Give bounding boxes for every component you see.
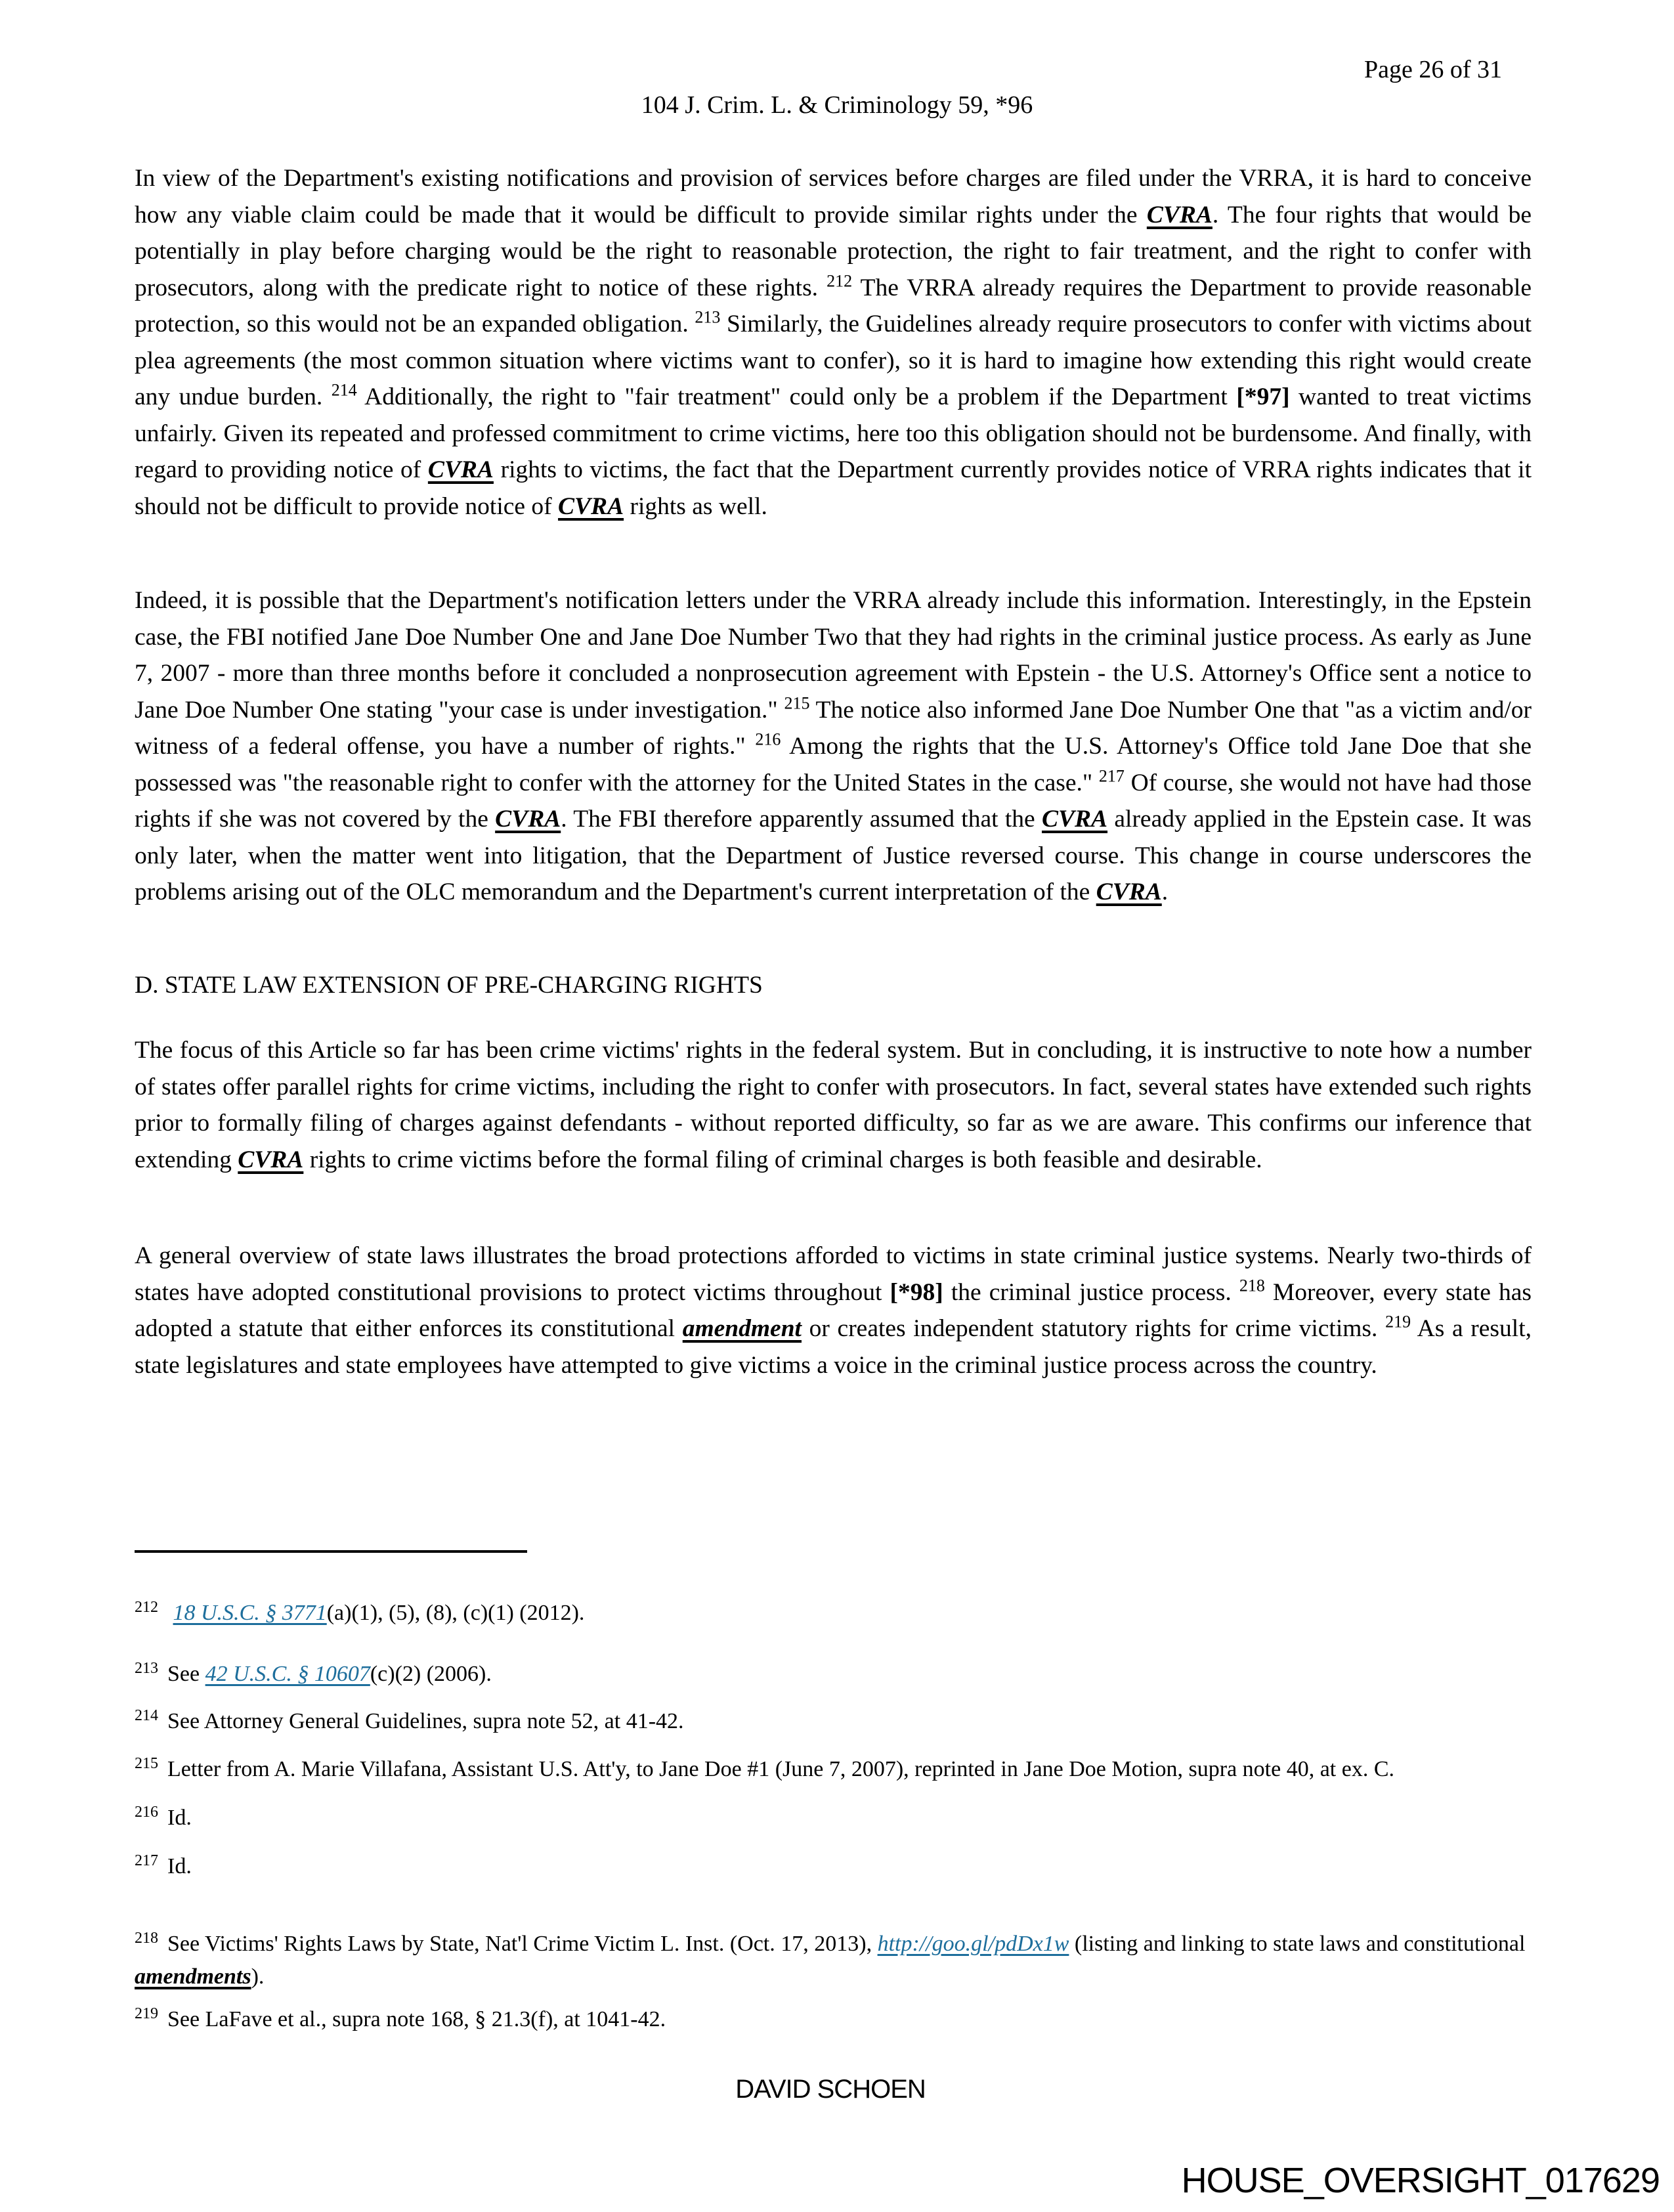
footnote-separator <box>135 1550 527 1553</box>
footnote-ref-217[interactable]: 217 <box>1098 766 1125 785</box>
text: Additionally, the right to "fair treatment" could only be a problem if the Department <box>356 383 1237 410</box>
text: A general overview of state laws illustrates the broad protections afforded to victims in state criminal justice systems. Nearly two-thirds of states have adopted constitutional provisions to protect victims throughout <box>135 1242 1532 1306</box>
text: See LaFave et al., supra note 168, § 21.3(f), at 1041-42. <box>167 2007 666 2031</box>
footnote-ref-213[interactable]: 213 <box>695 307 721 327</box>
footnote-number: 219 <box>135 2005 158 2022</box>
footnote-number: 217 <box>135 1852 158 1869</box>
footnote-ref-215[interactable]: 215 <box>784 693 810 712</box>
statute-link-18-usc-3771[interactable]: 18 U.S.C. § 3771 <box>173 1601 327 1625</box>
text: . <box>1161 878 1169 905</box>
text: (listing and linking to state laws and constitutional <box>1069 1932 1526 1956</box>
footnote-213 <box>135 1658 1532 1691</box>
text: rights as well. <box>624 492 767 520</box>
text: Moreover, every state has adopted a statute that either enforces its constitutional <box>135 1278 1532 1342</box>
text: Id. <box>167 1854 192 1878</box>
text: (a)(1), (5), (8), (c)(1) (2012). <box>326 1601 585 1625</box>
footnote-217 <box>135 1850 1532 1883</box>
text: As a result, state legislatures and state employees have attempted to give victims a voice in the criminal justice process across the country. <box>135 1315 1532 1379</box>
footnote-number: 212 <box>135 1598 158 1616</box>
text: The notice also informed Jane Doe Number One that "as a victim and/or witness of a federal offense, you have a number of rights." <box>135 696 1532 760</box>
cvra-term-link[interactable]: CVRA <box>1041 806 1108 833</box>
text: Id. <box>167 1806 192 1830</box>
text: See Attorney General Guidelines, supra note 52, at 41-42. <box>167 1709 684 1733</box>
url-link[interactable]: http://goo.gl/pdDx1w <box>877 1932 1069 1956</box>
text: rights to crime victims before the formal filing of criminal charges is both feasible and desirable. <box>303 1146 1262 1173</box>
page-pin-98: [*98] <box>890 1278 951 1306</box>
text: Indeed, it is possible that the Department's notification letters under the VRRA already include this information. Interestingly, in the Epstein case, the FBI notified Jane Doe Number One and Jane Doe Number Two that they had rights in the criminal justice process. As early as June 7, 2007 - more than three months before it concluded a nonprosecution agreement with Epstein - the U.S. Attorney's Office sent a notice to Jane Doe Number One stating "your case is under investigation." <box>135 587 1532 724</box>
footnote-218 <box>135 1928 1532 1993</box>
statute-link-42-usc-10607[interactable]: 42 U.S.C. § 10607 <box>205 1662 370 1686</box>
cvra-term-link[interactable]: CVRA <box>1096 878 1162 905</box>
cvra-term-link[interactable]: CVRA <box>427 456 494 483</box>
amendments-term-link[interactable]: amendments <box>135 1964 251 1989</box>
amendment-term-link[interactable]: amendment <box>682 1315 802 1342</box>
text: In view of the Department's existing notifications and provision of services before charges are filed under the VRRA, it is hard to conceive how any viable claim could be made that it would be difficult to provide similar rights under the <box>135 165 1532 228</box>
text: already applied in the Epstein case. It was only later, when the matter went into litigation, that the Department of Justice reversed course. This change in course underscores the problems arising out of the OLC memorandum and the Department's current interpretation of the <box>135 806 1532 905</box>
footnote-ref-216[interactable]: 216 <box>755 729 781 749</box>
text: Similarly, the Guidelines already require prosecutors to confer with victims about plea agreements (the most common situation where victims want to confer), so it is hard to imagine how extending this right would create any undue burden. <box>135 311 1532 410</box>
footnote-ref-212[interactable]: 212 <box>826 271 853 290</box>
footnote-216 <box>135 1802 1532 1834</box>
text: wanted to treat victims unfairly. Given its repeated and professed commitment to crime victims, here too this obligation should not be burdensome. And finally, with regard to providing notice of <box>135 383 1532 483</box>
footnote-214 <box>135 1705 1532 1738</box>
footnote-number: 215 <box>135 1754 158 1772</box>
text: See Victims' Rights Laws by State, Nat'l Crime Victim L. Inst. (Oct. 17, 2013), <box>167 1932 878 1956</box>
footnote-number: 213 <box>135 1659 158 1677</box>
text: The VRRA already requires the Department to provide reasonable protection, so this would not be an expanded obligation. <box>135 274 1532 337</box>
cvra-term-link[interactable]: CVRA <box>238 1146 304 1173</box>
name-stamp: DAVID SCHOEN <box>735 2075 926 2104</box>
text: The focus of this Article so far has been crime victims' rights in the federal system. But in concluding, it is instructive to note how a number of states offer parallel rights for crime victims, including the right to confer with prosecutors. In fact, several states have extended such rights prior to formally filing of charges against defendants - without reported difficulty, so far as we are aware. This confirms our inference that extending <box>135 1037 1532 1173</box>
page-pin-97: [*97] <box>1236 383 1299 410</box>
text <box>167 1601 173 1625</box>
text: . The four rights that would be potentially in play before charging would be the right to reasonable protection, the right to fair treatment, and the right to confer with prosecutors, along with the predicate right to notice of these rights. <box>135 201 1532 301</box>
text: Letter from A. Marie Villafana, Assistant U.S. Att'y, to Jane Doe #1 (June 7, 2007), reprinted in Jane Doe Motion, supra note 40, at ex. C. <box>167 1757 1395 1781</box>
footnote-number: 218 <box>135 1929 158 1947</box>
section-heading: D. STATE LAW EXTENSION OF PRE-CHARGING RIGHTS <box>135 972 763 999</box>
footnote-number: 216 <box>135 1803 158 1821</box>
text: ). <box>251 1964 265 1989</box>
cvra-term-link[interactable]: CVRA <box>1146 201 1213 228</box>
paragraph-4 <box>135 1238 1532 1383</box>
paragraph-1 <box>135 160 1532 525</box>
footnote-ref-219[interactable]: 219 <box>1385 1312 1411 1332</box>
paragraph-3 <box>135 1032 1532 1178</box>
bates-number: HOUSE_OVERSIGHT_017629 <box>1181 2161 1660 2200</box>
cvra-term-link[interactable]: CVRA <box>495 806 561 833</box>
journal-citation: 104 J. Crim. L. & Criminology 59, *96 <box>641 91 1033 119</box>
cvra-term-link[interactable]: CVRA <box>558 492 624 520</box>
text: or creates independent statutory rights for crime victims. <box>801 1315 1386 1342</box>
footnote-ref-214[interactable]: 214 <box>331 380 357 400</box>
text: . The FBI therefore apparently assumed that the <box>561 806 1042 833</box>
text: the criminal justice process. <box>951 1278 1239 1306</box>
text: Of course, she would not have had those rights if she was not covered by the <box>135 769 1532 833</box>
footnote-ref-218[interactable]: 218 <box>1239 1276 1265 1295</box>
text: See <box>167 1662 205 1686</box>
text: Among the rights that the U.S. Attorney's Office told Jane Doe that she possessed was "the reasonable right to confer with the attorney for the United States in the case." <box>135 733 1532 796</box>
paragraph-2 <box>135 582 1532 911</box>
page-number: Page 26 of 31 <box>1363 56 1502 83</box>
footnote-215 <box>135 1753 1532 1786</box>
footnote-219 <box>135 2003 1532 2036</box>
footnote-number: 214 <box>135 1706 158 1724</box>
text: rights to victims, the fact that the Department currently provides notice of VRRA rights indicates that it should not be difficult to provide notice of <box>135 456 1532 520</box>
footnote-212 <box>135 1597 1532 1630</box>
text: (c)(2) (2006). <box>370 1662 492 1686</box>
